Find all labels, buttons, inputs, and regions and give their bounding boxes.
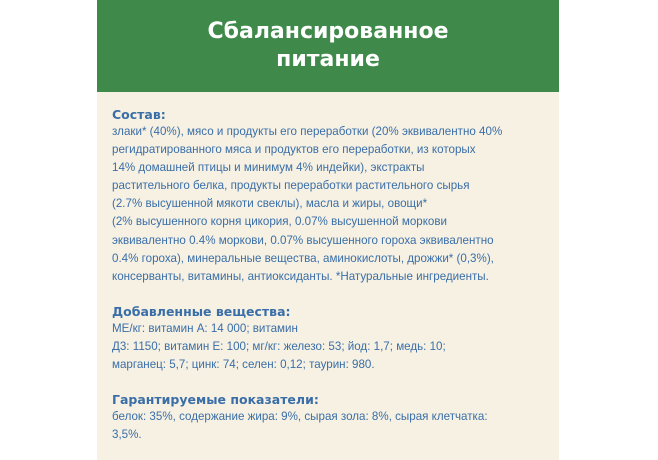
info-card	[97, 0, 559, 460]
additives-heading: Добавленные вещества:	[112, 303, 291, 319]
title-banner	[97, 0, 559, 92]
composition-section	[112, 106, 552, 286]
guaranteed-analysis-heading: Гарантируемые показатели:	[112, 392, 319, 408]
guaranteed-analysis-section	[112, 391, 552, 444]
page-title: Сбалансированное питание	[207, 19, 449, 72]
card-content	[112, 106, 552, 460]
additives-text: МЕ/кг: витамин А: 14 000; витамин Д3: 1150; витамин Е: 100; мг/кг: железо: 53; йод: 1,7; медь: 10; марганец: 5,7; цинк: 74; селен: 0,12; таурин: 980.	[112, 321, 446, 372]
additives-section	[112, 303, 552, 374]
guaranteed-analysis-text: белок: 35%, содержание жира: 9%, сырая зола: 8%, сырая клетчатка: 3,5%.	[112, 410, 488, 442]
composition-heading: Состав:	[112, 107, 166, 122]
composition-text: злаки* (40%), мясо и продукты его переработки (20% эквивалентно 40% регидратированного мяса и продуктов его переработки, из которых 14% домашней птицы и минимум 4% индейки), экстракты растительного белка, продукты переработки растительного сырья (2.7% высушенной мякоти свеклы), масла и жиры, овощи* (2% высушенного корня цикория, 0.07% высушенной моркови эквивалентно 0.4% моркови, 0.07% высушенного гороха эквивалентно 0.4% гороха), минеральные вещества, аминокислоты, дрожжи* (0,3%), консерванты, витамины, антиоксиданты. *Натуральные ингредиенты.	[112, 125, 503, 283]
